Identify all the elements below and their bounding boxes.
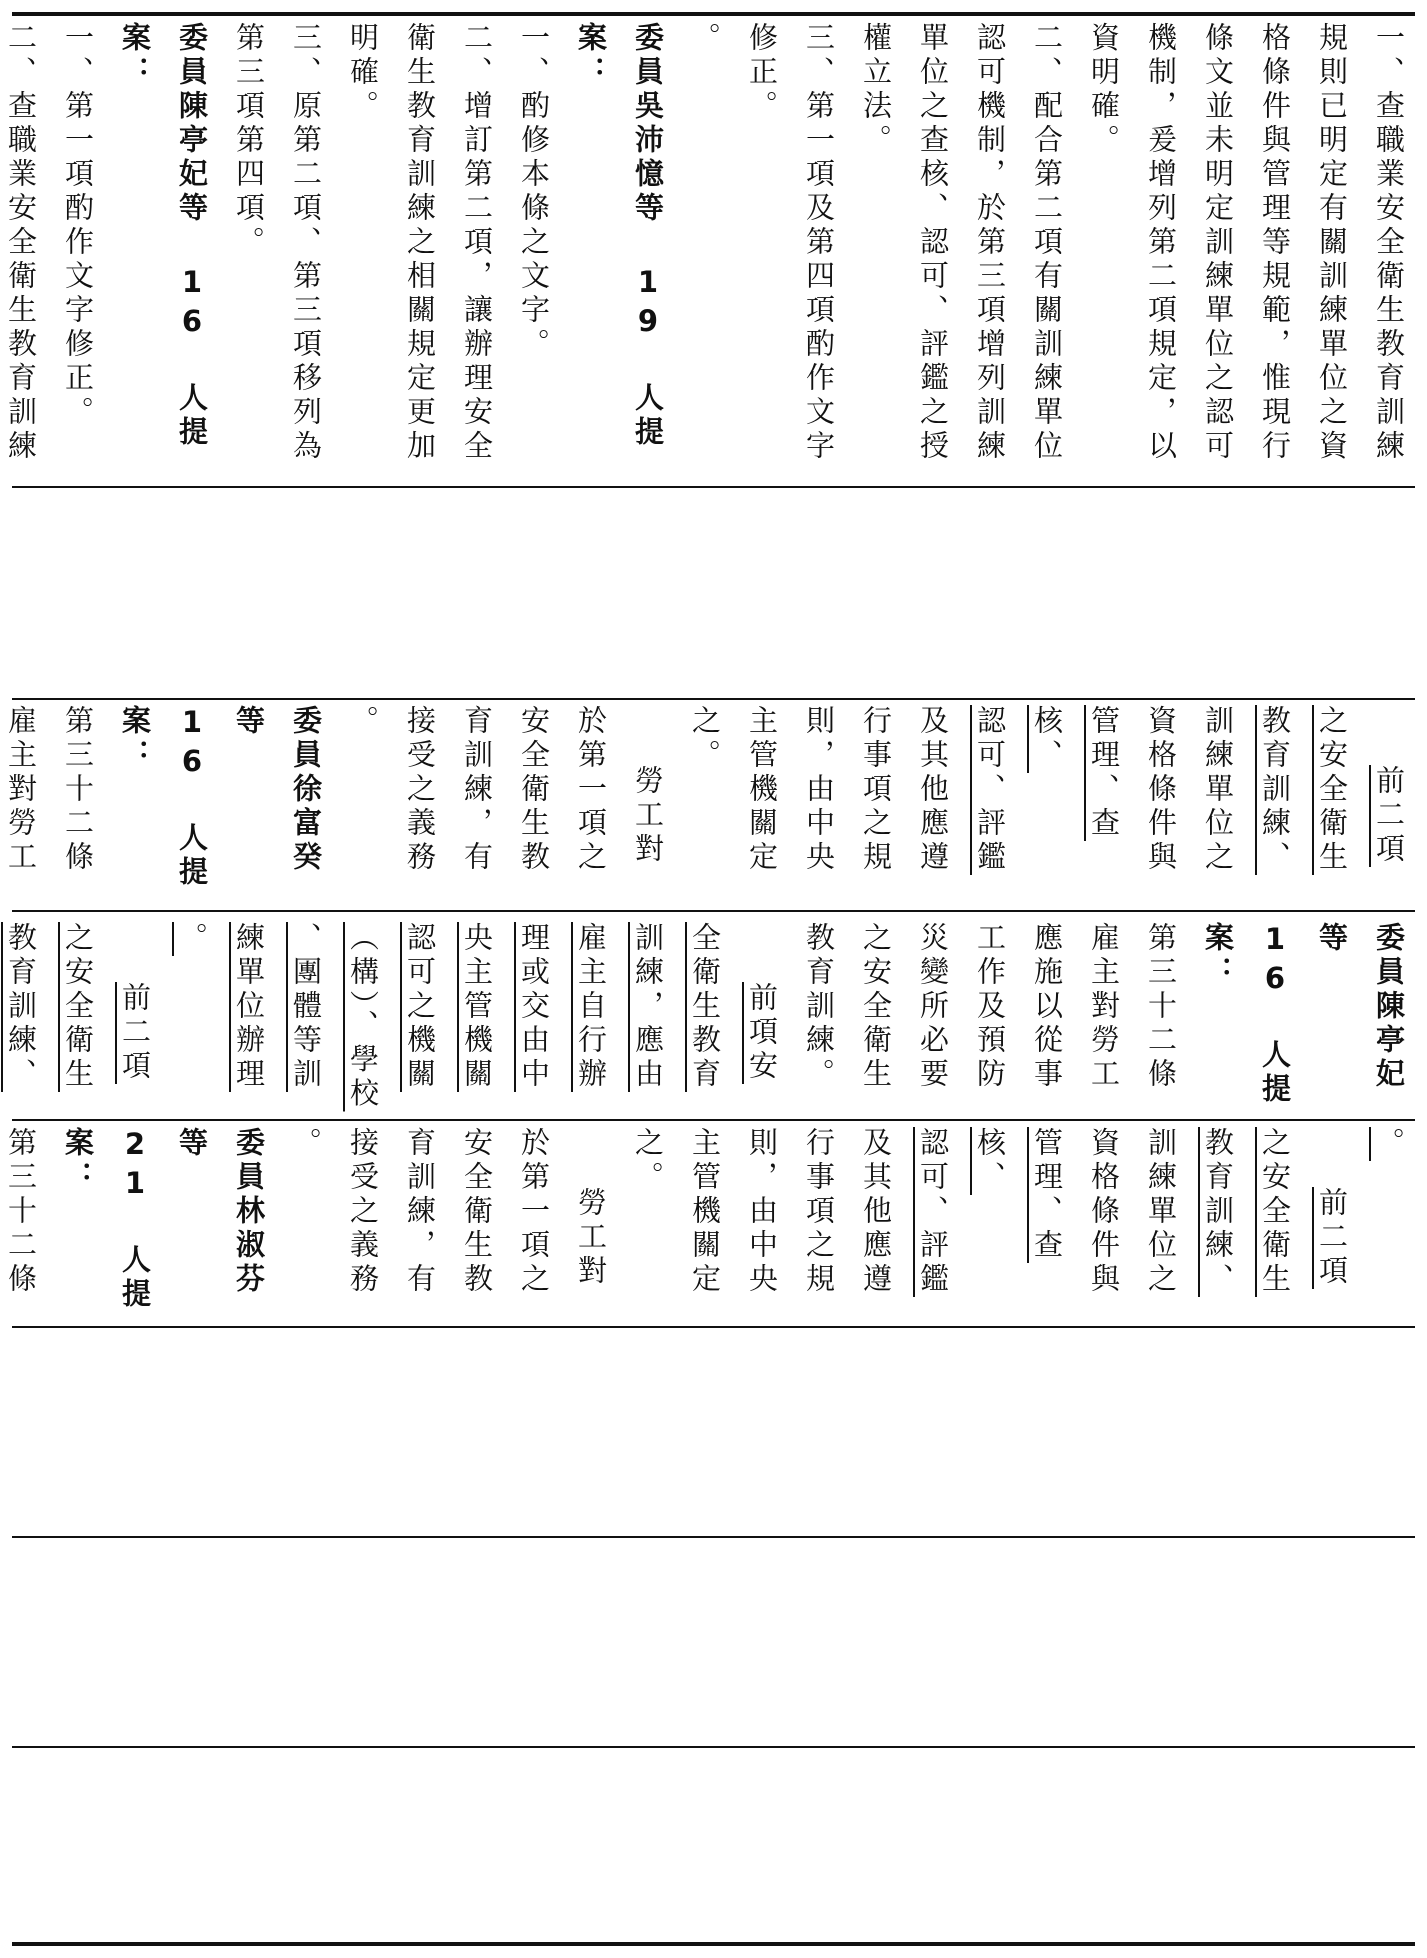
mid-col16: 育訓練，有 bbox=[460, 705, 494, 875]
bl-c6: 資格條件與 bbox=[1087, 1127, 1121, 1297]
br-c15: （構）、學校 bbox=[346, 922, 380, 1112]
mid-col14: 於第一項之 bbox=[574, 705, 608, 875]
bl-c14: 勞工對 bbox=[574, 1187, 608, 1289]
expl-item-3: 三、第一項及第四項酌作文字修正。 bbox=[745, 22, 836, 464]
mid-col11: 主管機關定 bbox=[745, 705, 779, 875]
mid-col13: 勞工對 bbox=[631, 765, 665, 867]
br-c2: 雇主對勞工 bbox=[1087, 922, 1121, 1092]
br-c3: 應施以從事 bbox=[1030, 922, 1064, 1092]
rule-3 bbox=[12, 910, 1415, 912]
xu-c1: 第三十二條 bbox=[61, 705, 95, 875]
bl-c3: 之安全衛生 bbox=[1258, 1127, 1292, 1297]
wu-item-2: 二、增訂第二項，讓辦理安全衛生教育訓練之相關規定更加明確。 bbox=[346, 22, 494, 464]
mid-col9: 行事項之規 bbox=[859, 705, 893, 875]
br-c9a: 全衛生教育 bbox=[688, 922, 722, 1092]
mid-col4: 訓練單位之 bbox=[1201, 705, 1235, 875]
br-title-b: 16 人提案： bbox=[1201, 922, 1292, 1107]
br-c5: 災變所必要 bbox=[916, 922, 950, 1092]
mid-col7b: 、評鑑 bbox=[973, 773, 1007, 875]
bl-c4: 教育訓練、 bbox=[1201, 1127, 1235, 1297]
bl-c8a: 認可 bbox=[916, 1127, 950, 1195]
wu-item-3: 三、原第二項、第三項移列為第三項第四項。 bbox=[232, 22, 323, 464]
bl-c9: 及其他應遵 bbox=[859, 1127, 893, 1297]
bl-c15: 於第一項之 bbox=[517, 1127, 551, 1297]
rule-7 bbox=[12, 1746, 1415, 1748]
bl-c10: 行事項之規 bbox=[802, 1127, 836, 1297]
rule-5 bbox=[12, 1326, 1415, 1328]
xu-title-b: 16 人提案： bbox=[118, 705, 209, 890]
bl-c18: 接受之義務 bbox=[346, 1127, 380, 1297]
rule-6 bbox=[12, 1536, 1415, 1538]
br-title-a: 委員陳亭妃等 bbox=[1315, 922, 1406, 1092]
br-c17: 練單位辦理 bbox=[232, 922, 266, 1092]
middle-article bbox=[4, 705, 1417, 905]
bl-c12: 主管機關定 bbox=[688, 1127, 722, 1297]
bl-c17: 育訓練，有 bbox=[403, 1127, 437, 1297]
rule-1 bbox=[12, 486, 1415, 488]
lin-title-a: 委員林淑芬等 bbox=[175, 1127, 266, 1297]
mid-col5: 資格條件與 bbox=[1144, 705, 1178, 875]
bl-c8b: 、評鑑 bbox=[916, 1195, 950, 1297]
br-c4: 工作及預防 bbox=[973, 922, 1007, 1092]
bl-c7a: 管理 bbox=[1030, 1127, 1064, 1195]
bl-c11: 則，由中央 bbox=[745, 1127, 779, 1297]
mid-col7a: 認可 bbox=[973, 705, 1007, 773]
explanation-block bbox=[4, 22, 1417, 482]
lin-title-b: 21 人提案： bbox=[61, 1127, 152, 1312]
chen-item-2: 二、查職業安全衛生教育訓練 bbox=[4, 22, 38, 464]
br-c14: 認可之機關 bbox=[403, 922, 437, 1092]
mid-col15: 安全衛生教 bbox=[517, 705, 551, 875]
xu-title-a: 委員徐富癸等 bbox=[232, 705, 323, 875]
bl-c7b: 、查核、 bbox=[973, 1127, 1064, 1263]
mid-col6a: 管理 bbox=[1087, 705, 1121, 773]
bl-c2: 前二項 bbox=[1315, 1187, 1349, 1289]
br-c10a: 訓練， bbox=[631, 922, 665, 1024]
rule-2 bbox=[12, 698, 1415, 700]
wu-item-1: 一、酌修本條之文字。 bbox=[517, 22, 551, 362]
mid-col10: 則，由中央 bbox=[802, 705, 836, 875]
expl-item-1: 一、查職業安全衛生教育訓練規則已明定有關訓練單位之資格條件與管理等規範，惟現行條文並未明定訓練單位之認可機制，爰增列第二項規定，以資明確。 bbox=[1087, 22, 1406, 464]
mid-col12: 之。 bbox=[688, 705, 722, 773]
br-c10b: 應由 bbox=[631, 1024, 665, 1092]
br-c6: 之安全衛生 bbox=[859, 922, 893, 1092]
rule-4 bbox=[12, 1119, 1415, 1121]
br-c16: 、團體等訓 bbox=[289, 922, 323, 1092]
bl-c19: 。 bbox=[289, 1127, 323, 1161]
mid-col1: 前二項 bbox=[1372, 765, 1406, 867]
chen-item-1: 一、第一項酌作文字修正。 bbox=[61, 22, 95, 430]
lin-c1: 第三十二條 bbox=[4, 1127, 38, 1297]
lower-left-article bbox=[4, 1127, 1417, 1322]
br-c11: 雇主自行辦 bbox=[574, 922, 608, 1092]
rule-top bbox=[12, 12, 1415, 16]
mid-col18: 。 bbox=[346, 705, 380, 739]
expl-item-2: 二、配合第二項有關訓練單位認可機制，於第三項增列訓練單位之查核、認可、評鑑之授權立法。 bbox=[859, 22, 1064, 464]
lower-right-article bbox=[4, 922, 1417, 1117]
br-c12: 理或交由中 bbox=[517, 922, 551, 1092]
mid-col6b: 、查核、 bbox=[1030, 705, 1121, 841]
proposal-wu-title: 委員吳沛憶等 19 人提案： bbox=[574, 22, 665, 450]
br-c7: 教育訓練。 bbox=[802, 922, 836, 1092]
mid-col3: 教育訓練、 bbox=[1258, 705, 1292, 875]
br-c20: 之安全衛生 bbox=[61, 922, 95, 1092]
br-c8: 前項安 bbox=[745, 982, 779, 1084]
expl-dot: 。 bbox=[688, 22, 722, 56]
br-c18: 。 bbox=[175, 922, 209, 956]
br-c21: 教育訓練、 bbox=[4, 922, 38, 1092]
mid-col8: 及其他應遵 bbox=[916, 705, 950, 875]
mid-col2: 之安全衛生 bbox=[1315, 705, 1349, 875]
xu-c2: 雇主對勞工 bbox=[4, 705, 38, 875]
br-c19: 前二項 bbox=[118, 982, 152, 1084]
bl-c13: 之。 bbox=[631, 1127, 665, 1195]
bl-c1: 。 bbox=[1372, 1127, 1406, 1161]
proposal-chen-title: 委員陳亭妃等 16 人提案： bbox=[118, 22, 209, 450]
mid-col17: 接受之義務 bbox=[403, 705, 437, 875]
rule-bottom bbox=[12, 1942, 1415, 1946]
bl-c16: 安全衛生教 bbox=[460, 1127, 494, 1297]
bl-c5: 訓練單位之 bbox=[1144, 1127, 1178, 1297]
br-c13: 央主管機關 bbox=[460, 922, 494, 1092]
br-c1: 第三十二條 bbox=[1144, 922, 1178, 1092]
